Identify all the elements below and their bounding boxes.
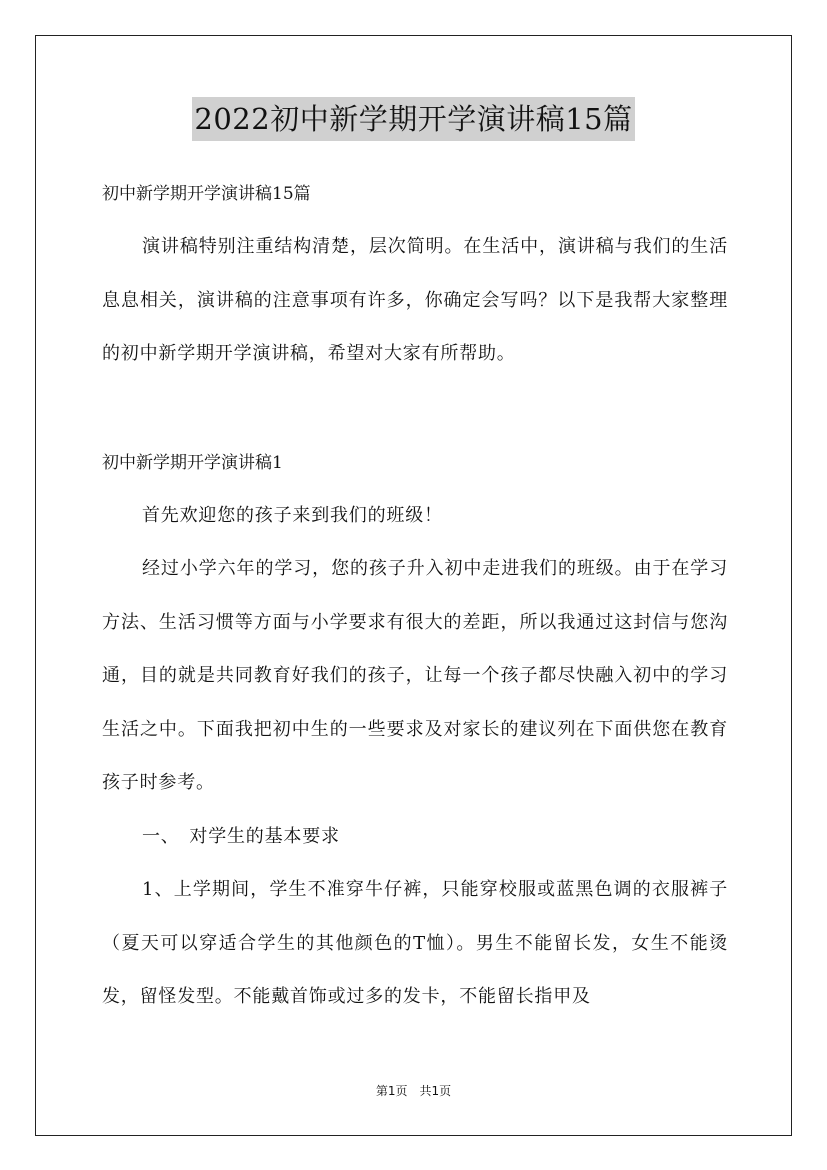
intro-paragraph: 演讲稿特别注重结构清楚，层次简明。在生活中，演讲稿与我们的生活息息相关，演讲稿的注意事项有许多，你确定会写吗？以下是我帮大家整理的初中新学期开学演讲稿，希望对大家有所帮助。	[102, 236, 728, 364]
requirements-heading: 一、 对学生的基本要求	[142, 825, 340, 847]
rule-paragraph: 1、上学期间，学生不准穿牛仔裤，只能穿校服或蓝黑色调的衣服裤子（夏天可以穿适合学生的其他颜色的T恤）。男生不能留长发，女生不能烫发，留怪发型。不能戴首饰或过多的发卡，不能留长指甲及	[102, 879, 728, 1007]
title-container	[0, 97, 827, 141]
document-body	[102, 168, 728, 1024]
document-title: 2022初中新学期开学演讲稿15篇	[192, 97, 634, 141]
intro-heading: 初中新学期开学演讲稿15篇	[102, 184, 311, 204]
letter-paragraph: 经过小学六年的学习，您的孩子升入初中走进我们的班级。由于在学习方法、生活习惯等方面与小学要求有很大的差距，所以我通过这封信与您沟通，目的就是共同教育好我们的孩子，让每一个孩子都尽快融入初中的学习生活之中。下面我把初中生的一些要求及对家长的建议列在下面供您在教育孩子时参考。	[102, 558, 728, 793]
section-heading: 初中新学期开学演讲稿1	[102, 452, 283, 473]
welcome-line: 首先欢迎您的孩子来到我们的班级！	[142, 504, 443, 526]
page-footer: 第1页 共1页	[375, 1084, 452, 1098]
